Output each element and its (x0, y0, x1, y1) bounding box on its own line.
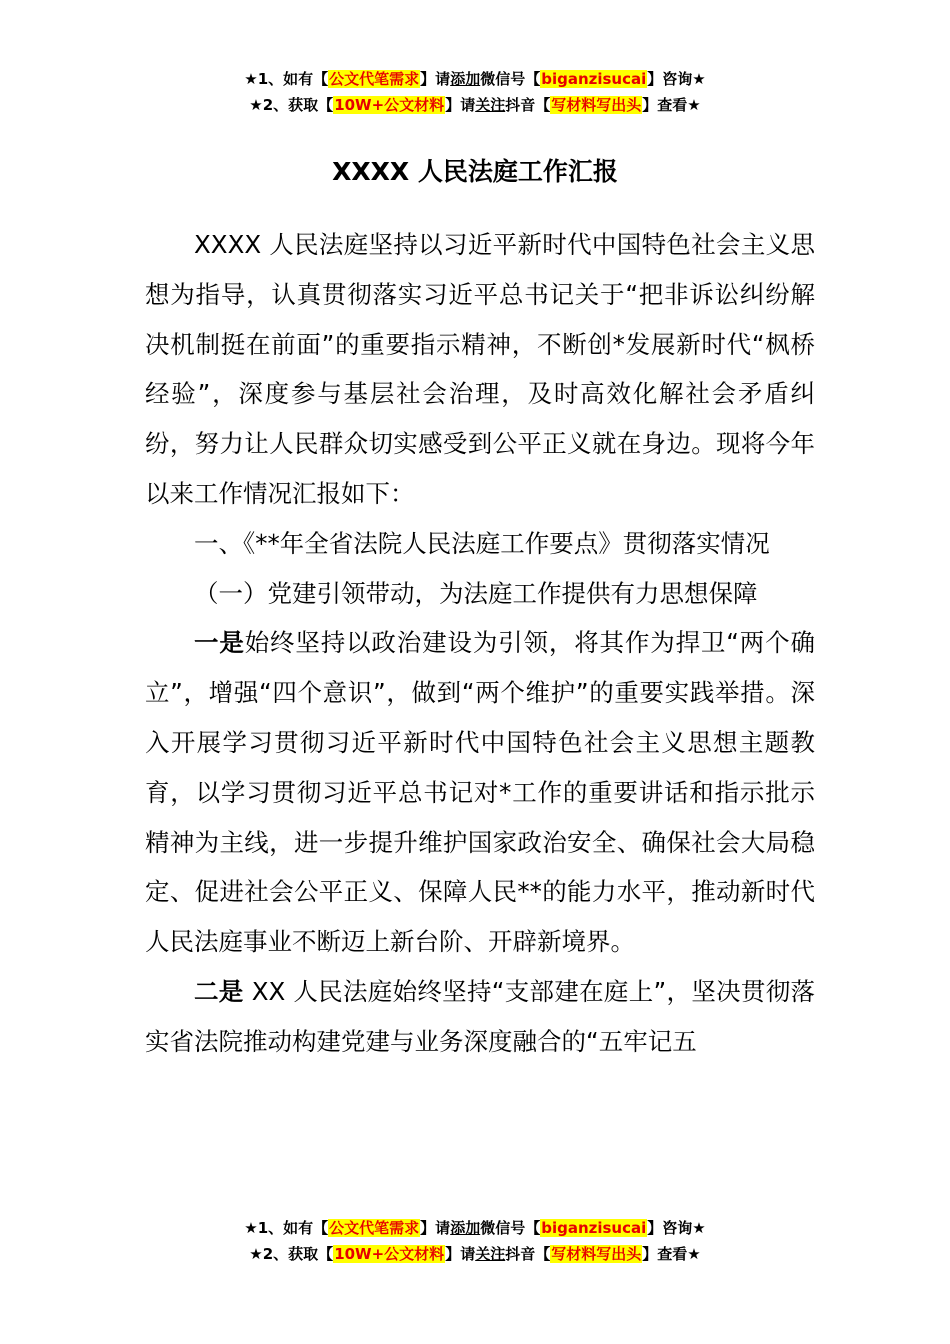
document-title: XXXX 人民法庭工作汇报 (332, 157, 618, 186)
subsection-heading-1: （一）党建引领带动，为法庭工作提供有力思想保障 (194, 578, 758, 608)
document-body (145, 220, 815, 1067)
highlight-wechat-id: biganzisucai (541, 70, 647, 88)
highlight-douyin-id: 写材料写出头 (551, 1245, 642, 1263)
highlight-materials: 10W+公文材料 (334, 96, 445, 114)
promo-line-1: ★1、如有【公文代笔需求】请添加微信号【biganzisucai】咨询★ (244, 1219, 706, 1237)
promo-line-1: ★1、如有【公文代笔需求】请添加微信号【biganzisucai】咨询★ (244, 70, 706, 88)
point-2-text: XX 人民法庭始终坚持“支部建在庭上”，坚决贯彻落实省法院推动构建党建与业务深度融合的“五牢记五 (145, 976, 816, 1056)
highlight-service: 公文代笔需求 (329, 70, 420, 88)
highlight-douyin-id: 写材料写出头 (551, 96, 642, 114)
point-2-paragraph (145, 967, 815, 1067)
point-2-lead: 二是 (194, 976, 244, 1006)
point-1-lead: 一是 (194, 628, 245, 658)
section-heading-1: 一、《**年全省法院人民法庭工作要点》贯彻落实情况 (194, 528, 770, 558)
promo-line-2: ★2、获取【10W+公文材料】请关注抖音【写材料写出头】查看★ (249, 96, 701, 114)
promo-banner-top (0, 66, 950, 118)
promo-line-2: ★2、获取【10W+公文材料】请关注抖音【写材料写出头】查看★ (249, 1245, 701, 1263)
promo-banner-bottom (0, 1215, 950, 1267)
intro-paragraph: XXXX 人民法庭坚持以习近平新时代中国特色社会主义思想为指导，认真贯彻落实习近平总书记关于“把非诉讼纠纷解决机制挺在前面”的重要指示精神，不断创*发展新时代“枫桥经验”，深度参与基层社会治理，及时高效化解社会矛盾纠纷，努力让人民群众切实感受到公平正义就在身边。现将今年以来工作情况汇报如下： (145, 230, 815, 508)
highlight-materials: 10W+公文材料 (334, 1245, 445, 1263)
point-1-paragraph (145, 618, 815, 967)
point-1-text: 始终坚持以政治建设为引领，将其作为捍卫“两个确立”，增强“四个意识”，做到“两个维护”的重要实践举措。深入开展学习贯彻习近平新时代中国特色社会主义思想主题教育，以学习贯彻习近平总书记对*工作的重要讲话和指示批示精神为主线，进一步提升维护国家政治安全、确保社会大局稳定、促进社会公平正义、保障人民**的能力水平，推动新时代人民法庭事业不断迈上新台阶、开辟新境界。 (145, 628, 815, 957)
highlight-service: 公文代笔需求 (329, 1219, 420, 1237)
highlight-wechat-id: biganzisucai (541, 1219, 647, 1237)
